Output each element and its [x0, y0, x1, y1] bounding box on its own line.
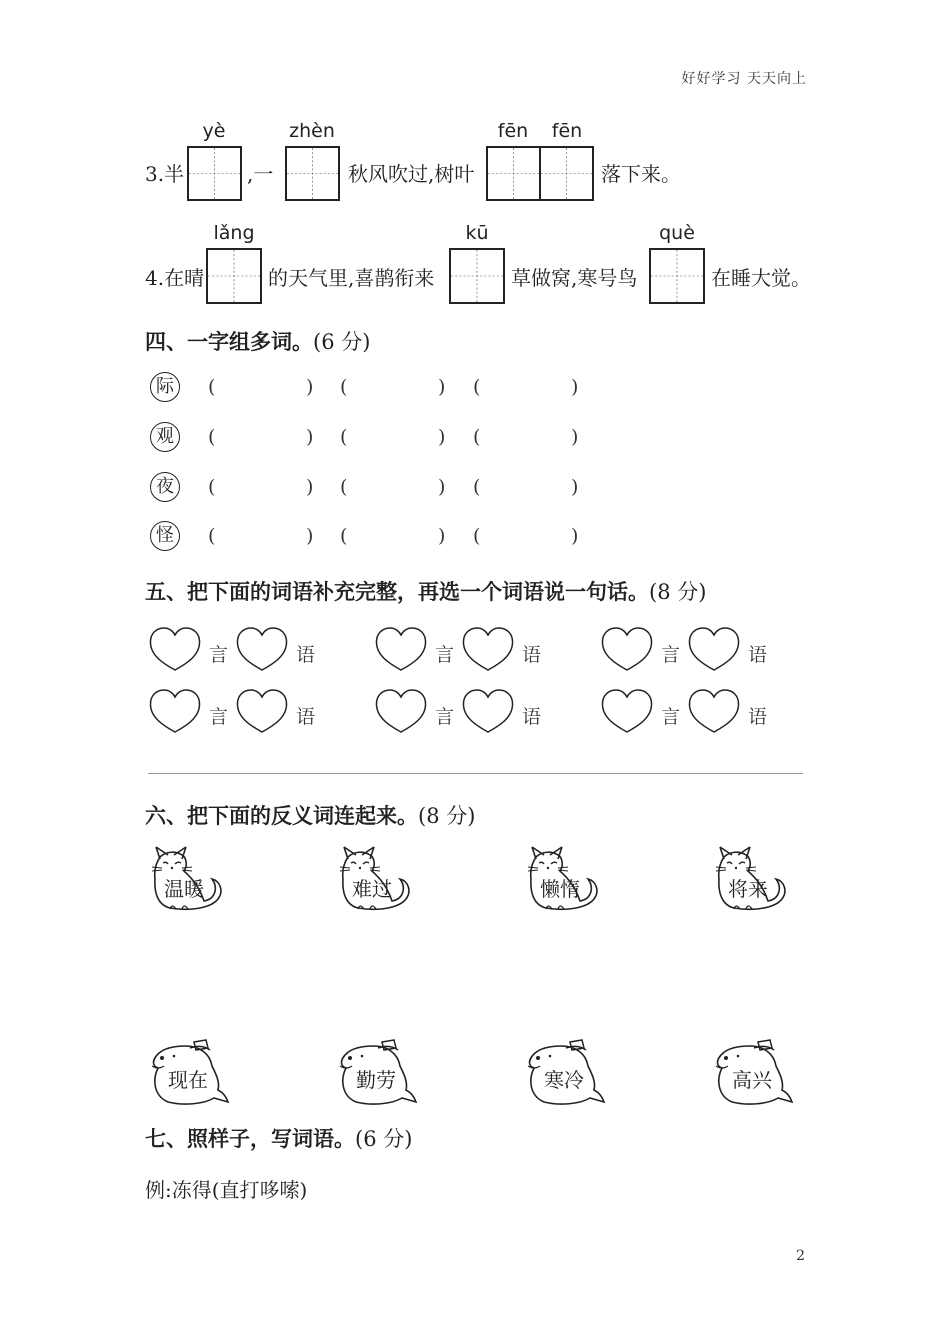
word-answer-blank[interactable]: [352, 424, 436, 450]
cat-card[interactable]: [336, 843, 418, 913]
q4-middle2: 草做窝,寒号鸟: [511, 266, 638, 290]
antonym-word-bottom: 寒冷: [544, 1068, 584, 1092]
antonym-word-top: 懒惰: [540, 877, 580, 901]
paren-close: ): [438, 476, 446, 498]
paren-open: (: [473, 426, 481, 448]
heart-blank[interactable]: [148, 688, 202, 738]
section7-heading: [145, 1123, 412, 1153]
heart-blank[interactable]: [374, 688, 428, 738]
q3-middle: 秋风吹过,树叶: [348, 162, 475, 186]
antonym-word-bottom: 勤劳: [356, 1068, 396, 1092]
word-answer-blank[interactable]: [485, 374, 569, 400]
cat-card[interactable]: [524, 843, 606, 913]
antonym-word-bottom: 现在: [168, 1068, 208, 1092]
antonym-word-bottom: 高兴: [732, 1068, 772, 1092]
paren-close: ): [438, 426, 446, 448]
tianzige-box[interactable]: [649, 248, 705, 304]
paren-open: (: [340, 525, 348, 547]
paren-close: ): [571, 376, 579, 398]
pinyin-zhen: zhèn: [289, 120, 335, 142]
paren-open: (: [340, 376, 348, 398]
tianzige-box[interactable]: [285, 146, 340, 201]
page-header-slogan: 好好学习 天天向上: [681, 71, 807, 87]
word-answer-blank[interactable]: [220, 424, 304, 450]
antonym-word-top: 难过: [352, 877, 392, 901]
paren-close: ): [306, 376, 314, 398]
heart-blank[interactable]: [687, 688, 741, 738]
heart-blank[interactable]: [235, 626, 289, 676]
idiom-char-yan: 言: [209, 644, 229, 666]
antonym-word-top: 将来: [728, 877, 768, 901]
section5-heading: [145, 576, 706, 606]
heart-blank[interactable]: [687, 626, 741, 676]
tianzige-box[interactable]: [449, 248, 505, 304]
cat-card[interactable]: [712, 843, 794, 913]
idiom-char-yan: 言: [209, 706, 229, 728]
heart-blank[interactable]: [148, 626, 202, 676]
word-answer-blank[interactable]: [485, 474, 569, 500]
word-answer-blank[interactable]: [485, 424, 569, 450]
paren-close: ): [438, 525, 446, 547]
section6-title: 六、把下面的反义词连起来。: [145, 803, 418, 828]
paren-open: (: [208, 476, 216, 498]
heart-blank[interactable]: [235, 688, 289, 738]
seal-card[interactable]: [148, 1036, 234, 1108]
section7-example: 例:冻得(直打哆嗦): [145, 1178, 308, 1202]
section5-title: 五、把下面的词语补充完整，再选一个词语说一句话。: [145, 579, 649, 604]
circled-char: 际: [150, 372, 180, 402]
section5-points: (8 分): [649, 580, 707, 604]
idiom-char-yan: 言: [661, 706, 681, 728]
idiom-char-yu: 语: [296, 706, 316, 728]
section7-title: 七、照样子，写词语。: [145, 1126, 355, 1151]
word-answer-blank[interactable]: [352, 523, 436, 549]
section-divider: [148, 773, 803, 774]
section6-points: (8 分): [418, 804, 476, 828]
seal-card[interactable]: [336, 1036, 422, 1108]
section6-heading: [145, 800, 475, 830]
heart-blank[interactable]: [461, 688, 515, 738]
paren-close: ): [438, 376, 446, 398]
pinyin-ku: kū: [465, 222, 489, 244]
idiom-char-yu: 语: [522, 644, 542, 666]
page-number: 2: [796, 1248, 805, 1264]
circled-char: 怪: [150, 521, 180, 551]
q4-suffix: 在睡大觉。: [711, 266, 811, 290]
word-answer-blank[interactable]: [220, 374, 304, 400]
heart-blank[interactable]: [461, 626, 515, 676]
paren-open: (: [473, 376, 481, 398]
pinyin-fen-2: fēn: [551, 120, 583, 142]
tianzige-box[interactable]: [206, 248, 262, 304]
circled-char: 夜: [150, 472, 180, 502]
section4-title: 四、一字组多词。: [145, 329, 313, 354]
q3-suffix: 落下来。: [601, 162, 681, 186]
q4-middle1: 的天气里,喜鹊衔来: [268, 266, 435, 290]
paren-open: (: [208, 525, 216, 547]
paren-close: ): [306, 525, 314, 547]
pinyin-fen-1: fēn: [497, 120, 529, 142]
idiom-char-yu: 语: [748, 644, 768, 666]
word-answer-blank[interactable]: [220, 523, 304, 549]
heart-blank[interactable]: [374, 626, 428, 676]
paren-open: (: [340, 476, 348, 498]
tianzige-box[interactable]: [486, 146, 541, 201]
paren-open: (: [473, 525, 481, 547]
pinyin-lang: lǎng: [213, 222, 255, 244]
pinyin-ye: yè: [202, 120, 226, 142]
circled-char: 观: [150, 422, 180, 452]
q3-comma: ,一: [247, 162, 274, 186]
paren-open: (: [473, 476, 481, 498]
idiom-char-yu: 语: [522, 706, 542, 728]
word-answer-blank[interactable]: [220, 474, 304, 500]
seal-card[interactable]: [712, 1036, 798, 1108]
paren-close: ): [571, 476, 579, 498]
section7-points: (6 分): [355, 1127, 413, 1151]
section4-heading: [145, 326, 370, 356]
tianzige-box[interactable]: [187, 146, 242, 201]
paren-open: (: [340, 426, 348, 448]
antonym-word-top: 温暖: [164, 877, 204, 901]
seal-card[interactable]: [524, 1036, 610, 1108]
idiom-char-yan: 言: [661, 644, 681, 666]
paren-close: ): [571, 525, 579, 547]
word-answer-blank[interactable]: [352, 474, 436, 500]
idiom-char-yan: 言: [435, 644, 455, 666]
paren-close: ): [306, 426, 314, 448]
idiom-char-yu: 语: [296, 644, 316, 666]
word-answer-blank[interactable]: [485, 523, 569, 549]
heart-blank[interactable]: [600, 626, 654, 676]
q4-prefix: 4.在晴: [145, 266, 205, 290]
idiom-char-yu: 语: [748, 706, 768, 728]
heart-blank[interactable]: [600, 688, 654, 738]
idiom-char-yan: 言: [435, 706, 455, 728]
q3-prefix: 3.半: [145, 162, 185, 186]
paren-close: ): [306, 476, 314, 498]
paren-close: ): [571, 426, 579, 448]
paren-open: (: [208, 376, 216, 398]
paren-open: (: [208, 426, 216, 448]
tianzige-box[interactable]: [539, 146, 594, 201]
section4-points: (6 分): [313, 330, 371, 354]
cat-card[interactable]: [148, 843, 230, 913]
pinyin-que: què: [659, 222, 695, 244]
word-answer-blank[interactable]: [352, 374, 436, 400]
